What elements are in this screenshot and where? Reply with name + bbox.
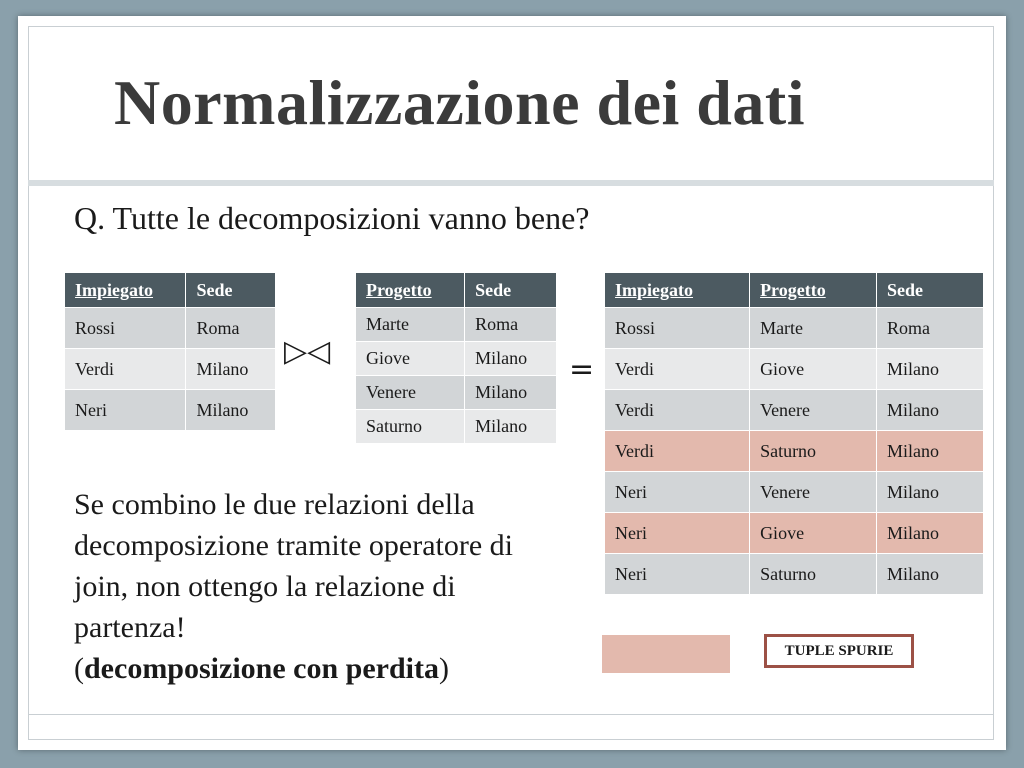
column-header-impiegato: Impiegato [65,273,186,308]
table-row [605,390,984,431]
table-cell: Venere [750,390,877,431]
table-cell: Milano [186,390,276,431]
column-header-progetto: Progetto [750,273,877,308]
table-row [605,554,984,595]
table-cell: Rossi [605,308,750,349]
table-row [605,349,984,390]
lossy-decomposition-term: decomposizione con perdita [84,652,439,685]
legend-swatch [602,635,730,673]
table-cell: Saturno [356,410,465,444]
table-cell: Milano [877,513,984,554]
table-cell: Milano [877,554,984,595]
table-row [65,308,276,349]
table-cell: Milano [465,342,557,376]
close-paren: ) [438,652,449,685]
column-header-progetto: Progetto [356,273,465,308]
table-row [605,308,984,349]
table-cell: Verdi [605,390,750,431]
table-impiegato-sede [64,272,276,431]
column-header-sede: Sede [877,273,984,308]
table-cell: Roma [877,308,984,349]
table-cell: Neri [65,390,186,431]
table-cell: Neri [605,472,750,513]
table-cell: Milano [465,376,557,410]
footer-line [28,714,994,715]
table-cell: Marte [750,308,877,349]
table-row [356,376,557,410]
table-row [605,472,984,513]
table-cell: Milano [465,410,557,444]
table-cell: Milano [186,349,276,390]
table-cell: Venere [356,376,465,410]
question-text: Q. Tutte le decomposizioni vanno bene? [74,200,590,236]
table-cell: Verdi [65,349,186,390]
legend-label-spurious-tuples: TUPLE SPURIE [764,634,914,668]
explanation-sentence: Se combino le due relazioni della decomposizione tramite operatore di join, non ottengo la relazione di partenza! [74,488,513,644]
table-header-row [65,273,276,308]
table-progetto-sede [355,272,557,444]
table-cell: Saturno [750,554,877,595]
table-cell: Giove [356,342,465,376]
column-header-sede: Sede [186,273,276,308]
table-cell: Giove [750,513,877,554]
equals-symbol: = [569,352,595,387]
table-row [356,308,557,342]
open-paren: ( [74,652,84,685]
join-operator-symbol: ▷◁ [284,334,331,369]
explanation-text [74,484,574,689]
spurious-tuple-row [605,431,984,472]
table-row [356,410,557,444]
table-cell: Milano [877,431,984,472]
table-row [65,349,276,390]
table-cell: Rossi [65,308,186,349]
table-header-row [605,273,984,308]
table-join-result [604,272,984,595]
table-cell: Saturno [750,431,877,472]
table-cell: Venere [750,472,877,513]
table-cell: Milano [877,472,984,513]
page-title: Normalizzazione dei dati [114,67,805,138]
table-cell: Marte [356,308,465,342]
column-header-sede: Sede [465,273,557,308]
column-header-impiegato: Impiegato [605,273,750,308]
table-cell: Giove [750,349,877,390]
table-cell: Milano [877,390,984,431]
table-cell: Neri [605,554,750,595]
table-cell: Verdi [605,349,750,390]
table-row [356,342,557,376]
table-header-row [356,273,557,308]
spurious-tuple-row [605,513,984,554]
table-cell: Verdi [605,431,750,472]
table-cell: Neri [605,513,750,554]
table-cell: Roma [465,308,557,342]
table-cell: Roma [186,308,276,349]
table-cell: Milano [877,349,984,390]
table-row [65,390,276,431]
